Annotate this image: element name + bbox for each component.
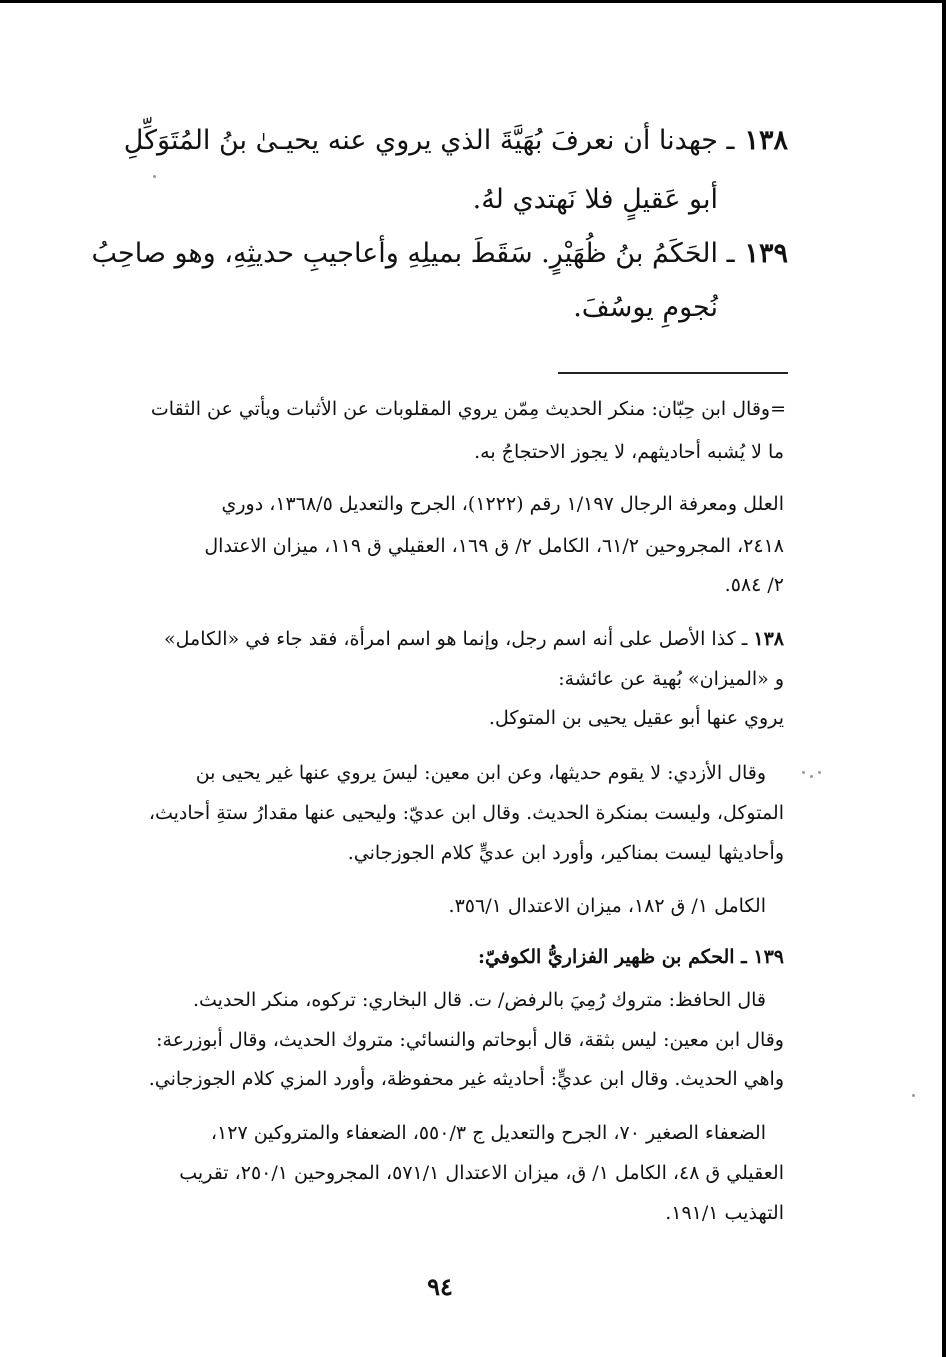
footnote-line: العقيلي ق ٤٨، الكامل ١/ ق، ميزان الاعتدال ٥٧١/١، المجروحين ٢٥٠/١، تقريب: [179, 1162, 784, 1184]
footnote-line: العلل ومعرفة الرجال ١/١٩٧ رقم (١٢٢٢)، الجرح والتعديل ١٣٦٨/٥، دوري: [221, 493, 784, 515]
footnote-separator: [558, 372, 788, 374]
footnote-number: ١٣٩: [753, 946, 784, 968]
verse-139-line-2: نُجومِ يوسُفَ.: [573, 292, 718, 323]
footnote-line: وقال الأزدي: لا يقوم حديثها، وعن ابن معين: ليسَ يروي عنها غير يحيى بن: [195, 762, 766, 784]
footnote-text: ـ كذا الأصل على أنه اسم رجل، وإنما هو اسم امرأة، فقد جاء في «الكامل»: [164, 628, 748, 650]
footnote-line: وأحاديثها ليست بمناكير، وأورد ابن عديٍّ كلام الجوزجاني.: [347, 842, 784, 864]
verse-138-line-2: أبو عَقيلٍ فلا نَهتدي لهُ.: [472, 184, 718, 215]
footnote-heading: ـ الحكم بن ظهير الفزاريُّ الكوفيّ:: [477, 946, 747, 968]
footnote-line: الضعفاء الصغير ٧٠، الجرح والتعديل ج ٥٥٠/٣، الضعفاء والمتروكين ١٢٧،: [210, 1122, 766, 1144]
scan-speck: [153, 175, 156, 178]
footnote-entry-139: [148, 948, 784, 967]
scan-border-top: [0, 0, 946, 3]
scan-speck: [802, 771, 805, 774]
scan-speck: [912, 1094, 915, 1097]
footnote-line: واهي الحديث. وقال ابن عديٍّ: أحاديثه غير محفوظة، وأورد المزي كلام الجوزجاني.: [148, 1068, 784, 1090]
page-number: ٩٤: [427, 1272, 453, 1301]
verse-number: ١٣٩: [744, 238, 788, 269]
scan-speck: [818, 771, 821, 774]
footnote-line: ٢٤١٨، المجروحين ٦١/٢، الكامل ٢/ ق ١٦٩، العقيلي ق ١١٩، ميزان الاعتدال: [204, 535, 784, 557]
footnote-line: و «الميزان» بُهية عن عائشة:: [558, 668, 784, 690]
footnote-number: ١٣٨: [753, 628, 784, 650]
verse-text: ـ الحَكَمُ بنُ ظُهَيْرٍ. سَقَطَ بميلِهِ وأعاجيبِ حديثِهِ، وهو صاحِبُ: [91, 238, 735, 269]
footnote-line: ٢/ ٥٨٤.: [724, 574, 784, 596]
footnote-line: =وقال ابن حِبّان: منكر الحديث مِمّن يروي المقلوبات عن الأثبات ويأتي عن الثقات: [150, 398, 786, 420]
footnote-line: يروي عنها أبو عقيل يحيى بن المتوكل.: [488, 707, 784, 729]
footnote-line: قال الحافظ: متروك رُمِيَ بالرفض/ ت. قال البخاري: تركوه، منكر الحديث.: [192, 989, 766, 1011]
footnote-line: وقال ابن معين: ليس بثقة، قال أبوحاتم والنسائي: متروك الحديث، وقال أبوزرعة:: [156, 1029, 784, 1051]
scan-speck: [810, 775, 813, 778]
verse-138-line-1: [123, 125, 788, 156]
verse-text: ـ جهدنا أن نعرفَ بُهَيَّةَ الذي يروي عنه يحيـىٰ بنُ المُتَوَكِّلِ: [123, 125, 735, 156]
verse-number: ١٣٨: [744, 125, 788, 156]
scan-border-right: [942, 0, 946, 1357]
verse-139-line-1: [91, 238, 788, 269]
footnote-line: ما لا يُشبه أحاديثهم، لا يجوز الاحتجاجُ به.: [474, 441, 784, 463]
footnote-line: المتوكل، وليست بمنكرة الحديث. وقال ابن عديّ: وليحيى عنها مقدارُ ستةِ أحاديث،: [148, 802, 784, 824]
footnote-entry-138: [148, 630, 784, 649]
footnote-line: التهذيب ١٩١/١.: [665, 1202, 784, 1224]
footnote-line: الكامل ١/ ق ١٨٢، ميزان الاعتدال ٣٥٦/١.: [448, 895, 766, 917]
